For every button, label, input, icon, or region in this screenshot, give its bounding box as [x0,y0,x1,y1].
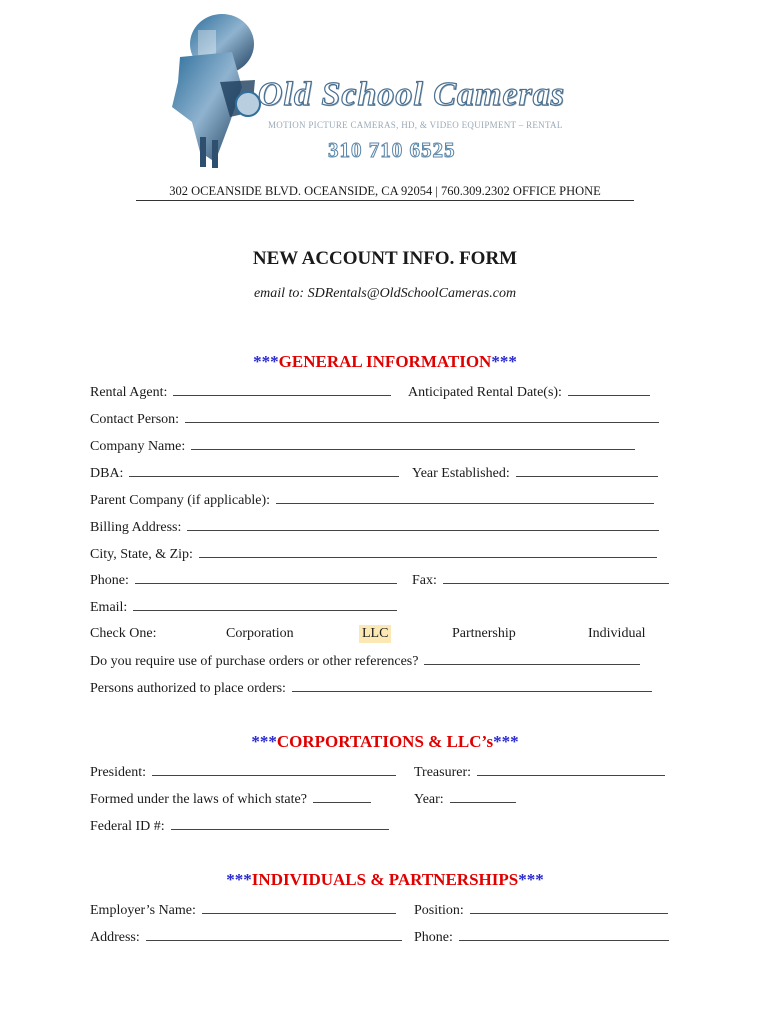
position-field[interactable]: Position: [414,902,668,919]
form-title: NEW ACCOUNT INFO. FORM [252,248,518,269]
company-address: 302 OCEANSIDE BLVD. OCEANSIDE, CA 92054 | 760.309.2302 OFFICE PHONE [136,184,634,201]
treasurer-field[interactable]: Treasurer: [414,764,665,781]
option-partnership[interactable]: Partnership [452,626,516,641]
company-name-field[interactable]: Company Name: [90,438,635,455]
individual-phone-field[interactable]: Phone: [414,929,669,946]
rental-dates-field[interactable]: Anticipated Rental Date(s): [408,384,650,401]
dba-field[interactable]: DBA: [90,465,399,482]
rental-agent-field[interactable]: Rental Agent: [90,384,391,401]
year-established-field[interactable]: Year Established: [412,465,658,482]
phone-field[interactable]: Phone: [90,572,397,589]
logo-tagline: MOTION PICTURE CAMERAS, HD, & VIDEO EQUIPMENT – RENTAL [268,120,563,130]
email-instruction: email to: SDRentals@OldSchoolCameras.com [253,286,517,301]
option-corporation[interactable]: Corporation [226,626,294,641]
address-field[interactable]: Address: [90,929,402,946]
city-state-zip-field[interactable]: City, State, & Zip: [90,546,657,563]
federal-id-field[interactable]: Federal ID #: [90,818,389,835]
logo-wordmark: Old School Cameras [258,76,566,113]
contact-person-field[interactable]: Contact Person: [90,411,659,428]
president-field[interactable]: President: [90,764,396,781]
option-llc[interactable]: LLC [359,625,391,643]
section-general-heading: ***GENERAL INFORMATION*** [253,352,517,371]
parent-company-field[interactable]: Parent Company (if applicable): [90,492,654,509]
fax-field[interactable]: Fax: [412,572,669,589]
employer-name-field[interactable]: Employer’s Name: [90,902,396,919]
section-individuals-heading: ***INDIVIDUALS & PARTNERSHIPS*** [226,870,544,889]
formed-state-field[interactable]: Formed under the laws of which state? [90,791,371,808]
section-corporations-heading: ***CORPORTATIONS & LLC’s*** [251,732,519,751]
check-one-label: Check One: [90,626,157,641]
authorized-persons-field[interactable]: Persons authorized to place orders: [90,680,652,697]
logo-phone: 310 710 6525 [328,138,456,162]
year-field[interactable]: Year: [414,791,516,808]
option-individual[interactable]: Individual [588,626,646,641]
email-field[interactable]: Email: [90,599,397,616]
purchase-orders-field[interactable]: Do you require use of purchase orders or other references? [90,653,640,670]
billing-address-field[interactable]: Billing Address: [90,519,659,536]
